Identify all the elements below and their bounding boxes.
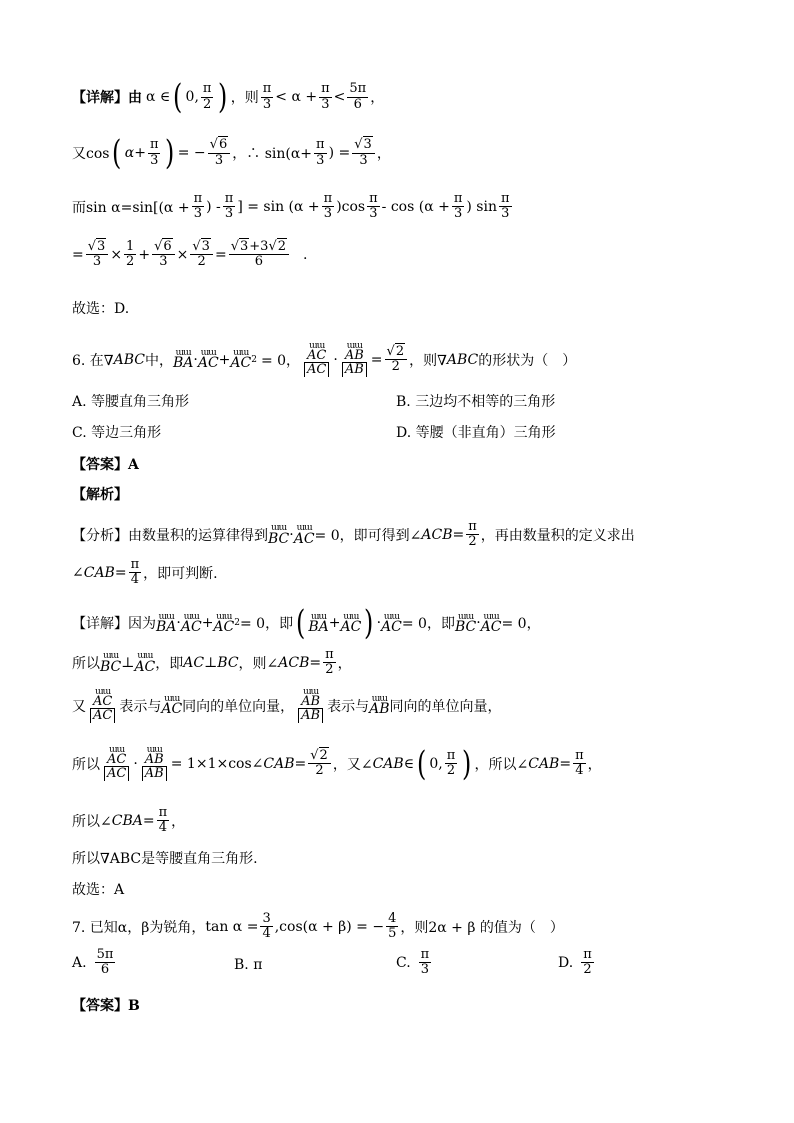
q6-detail-1: 【详解】因为 ɯɯ BA · ɯɯ AC + ɯɯ AC 2 = 0，即 ( ɯɯ BA + ɯɯ AC ) · ɯɯ AC = 0，即 ɯɯ BC · ɯɯ AC = 0， [72, 603, 541, 643]
q7-option-a[interactable]: A. $\frac{5\pi}{6}$ [72, 947, 114, 978]
q7-option-c[interactable]: C. $\frac{\pi}{3}$ [396, 947, 430, 978]
q6-option-c[interactable]: C. 等边三角形 [72, 425, 162, 441]
q6-option-d[interactable]: D. 等腰（非直角）三角形 [396, 425, 556, 441]
q6-unit: 又 ɯɯ AC AC 表示与 ɯɯ AC 同向的单位向量， ɯɯ AB AB 表示与 ɯɯ AB 同向的单位向量， [72, 687, 502, 723]
q6-fenxi: 【分析】由数量积的运算律得到 ɯɯ BC · ɯɯ AC = 0，即可得到∠ ACB = $\frac{\pi}{2}$ ，再由数量积的定义求出 [72, 519, 635, 550]
q6-fenxi-2: ∠ CAB = $\frac{\pi}{4}$ ，即可判断. [72, 557, 218, 588]
q7-option-d[interactable]: D. $\frac{\pi}{2}$ [558, 947, 592, 978]
q6-answer: 【答案】A [72, 457, 139, 473]
q6-cba: 所以∠ CBA = $\frac{\pi}{4}$ ， [72, 805, 186, 836]
q6-option-a[interactable]: A. 等腰直角三角形 [72, 394, 190, 410]
detail-label: 【详解】由 [72, 90, 142, 106]
q6-final: 故选：A [72, 882, 125, 898]
q5-detail-line1: 【详解】由 α ∈ ( 0, $\frac{\pi}{2}$ ) ，则 $\frac{\pi}{3}$ < α + $\frac{\pi}{3}$ < $\frac{5\pi}{6}$ ， [72, 77, 385, 117]
q7-answer: 【答案】B [72, 998, 140, 1014]
q6-perp: 所以 ɯɯ BC ⊥ ɯɯ AC ，即 AC ⊥ BC ，则∠ ACB = $\frac{\pi}{2}$ ， [72, 647, 352, 678]
fraction: $\frac{\pi}{2}$ [202, 81, 212, 112]
q6-cos: 所以 ɯɯ AC AC · ɯɯ AB AB = 1×1×cos∠ CAB = √ $\frac{2}{2}$ ，又∠ CAB ∈ ( 0, $\frac{\pi}{2}$ ) ，所以∠ CAB = $\frac{\pi}{4}$ ， [72, 746, 602, 781]
q5-answer: 故选：D. [72, 301, 130, 317]
q7-option-b[interactable]: B. π [234, 957, 263, 973]
q5-detail-line3: 而sin α=sin[(α + $\frac{\pi}{3}$ ) - $\frac{\pi}{3}$ ] = sin (α + $\frac{\pi}{3}$ )cos $\frac{\pi}{3}$ - cos (α + $\frac{\pi}{3}$ ) sin $\frac{\pi}{3}$ [72, 191, 510, 222]
q6-conclusion: 所以∇ABC是等腰直角三角形. [72, 851, 258, 867]
q6-analysis: 【解析】 [72, 487, 128, 503]
q5-detail-line2: 又cos ( α + $\frac{\pi}{3}$ ) = − √ $\frac{6}{3}$ ，∴ sin(α+ $\frac{\pi}{3}$ ) = √ $\frac{3}{3}$ ， [72, 136, 391, 170]
q7-stem: 7. 已知α，β为锐角， tan α = $\frac{3}{4}$ ,cos(α + β) = − $\frac{4}{5}$ ，则2α + β 的值为（ ） [72, 911, 564, 942]
q5-detail-line4: = √ $\frac{3}{3}$ × $\frac{1}{2}$ + √ $\frac{6}{3}$ × √ $\frac{3}{2}$ = √ $\frac{3+3√ 2}{6}$ . [72, 240, 307, 270]
q6-stem: 6. 在∇ ABC 中， ɯɯ BA · ɯɯ AC + ɯɯ AC 2 = 0， ɯɯ AC AC · ɯɯ AB AB = √ $\frac{2}{2}$ ，则∇ ABC 的形状为（ ） [72, 342, 576, 377]
q6-option-b[interactable]: B. 三边均不相等的三角形 [396, 394, 556, 410]
